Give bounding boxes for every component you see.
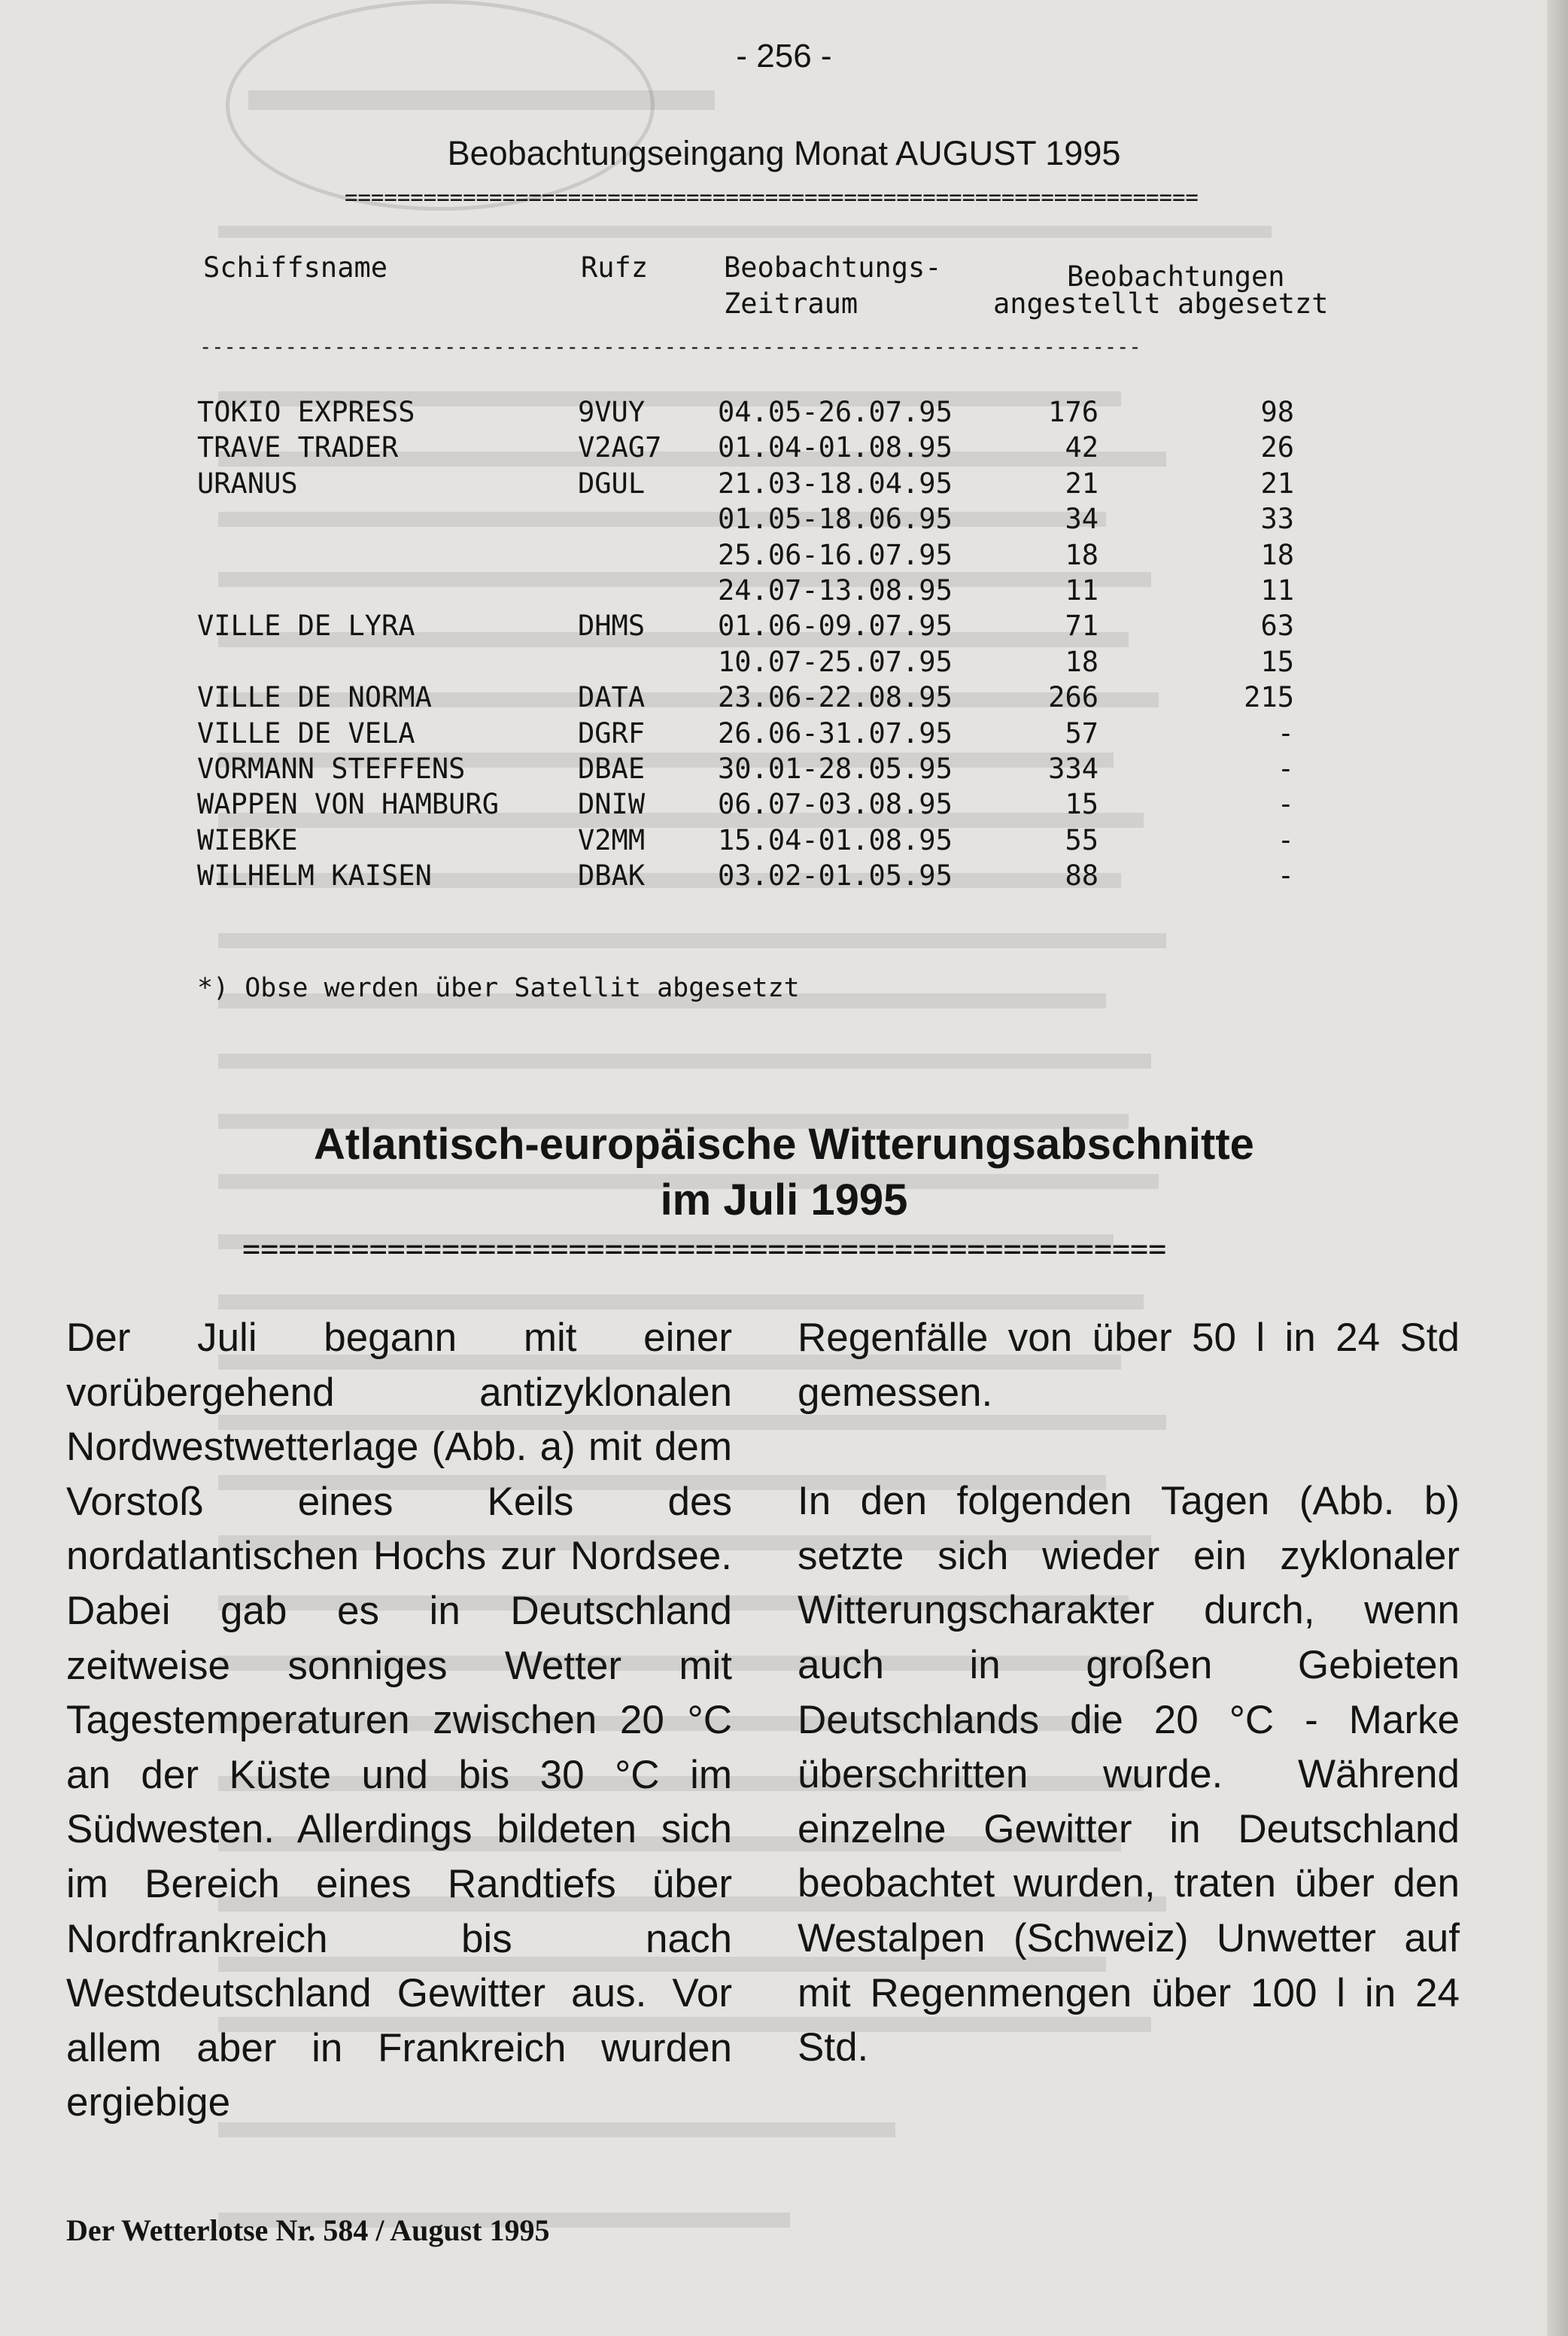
page-number: - 256 - [736, 38, 832, 75]
ship-name: WIEBKE [197, 823, 298, 856]
observations-sent: - [1277, 823, 1294, 856]
table-row [0, 680, 1568, 715]
call-sign: DGRF [578, 716, 646, 750]
article-right-column [798, 1311, 1460, 2076]
article-title-double-rule: =================================================== [242, 1234, 1167, 1264]
observations-sent: - [1277, 788, 1294, 821]
ship-name: TRAVE TRADER [197, 431, 399, 464]
table-row [0, 608, 1568, 643]
observations-made: 15 [1065, 788, 1099, 821]
observations-made: 176 [1048, 396, 1099, 428]
table-row [0, 858, 1568, 893]
call-sign: DBAK [578, 859, 646, 893]
call-sign: DGUL [578, 467, 646, 500]
observations-made: 57 [1065, 716, 1099, 750]
observation-period: 01.05-18.06.95 [718, 503, 953, 536]
article-title-line2: im Juli 1995 [660, 1176, 908, 1224]
observation-period: 23.06-22.08.95 [718, 681, 953, 714]
table-row [0, 466, 1568, 501]
ship-name: VORMANN STEFFENS [197, 752, 466, 785]
observations-sent: 21 [1260, 467, 1294, 500]
observations-sent: 98 [1260, 396, 1294, 428]
observations-made: 34 [1065, 503, 1099, 536]
observation-period: 04.05-26.07.95 [718, 396, 953, 428]
observation-period: 15.04-01.08.95 [718, 823, 953, 856]
observations-made: 18 [1065, 645, 1099, 678]
observations-made: 42 [1065, 431, 1099, 464]
header-zeitraum-line2: Zeitraum [724, 287, 858, 320]
observations-sent: 15 [1260, 645, 1294, 678]
table-row [0, 394, 1568, 430]
observation-period: 03.02-01.05.95 [718, 859, 953, 893]
observations-sent: 33 [1260, 503, 1294, 536]
article-paragraph: Der Juli begann mit einer vorübergehend antizyklonalen Nordwestwetterlage (Abb. a) mit dem Vorstoß eines Keils des nordatlantischen Hochs zur Nordsee. Dabei gab es in Deutschland zeitweise sonniges Wetter mit Tagestemperaturen zwischen 20 °C an der Küste und bis 30 °C im Südwesten. Allerdings bildeten sich im Bereich eines Randtiefs über Nordfrankreich bis nach Westdeutschland Gewitter aus. Vor allem aber in Frankreich wurden ergiebige [66, 1316, 732, 2125]
observations-sent: 18 [1260, 538, 1294, 571]
header-zeitraum-line1: Beobachtungs- [724, 251, 942, 284]
ship-name: TOKIO EXPRESS [197, 396, 415, 428]
header-angestellt-abgesetzt: angestellt abgesetzt [993, 287, 1329, 320]
article-left-column [66, 1311, 732, 2131]
article-title [0, 1117, 1568, 1228]
ship-name: VILLE DE NORMA [197, 681, 432, 714]
article-paragraph: In den folgenden Tagen (Abb. b) setzte sich wieder ein zyklonaler Witterungscharakter durch, wenn auch in großen Gebieten Deutschlands die 20 °C - Marke überschritten wurde. Während einzelne Gewitter in Deutschland beobachtet wurden, traten über den Westalpen (Schweiz) Unwetter auf mit Regenmengen über 100 l in 24 Std. [798, 1479, 1460, 2070]
observations-sent: - [1277, 859, 1294, 893]
observation-period: 01.06-09.07.95 [718, 610, 953, 643]
ship-table-body [0, 394, 1568, 893]
bleed-through-library-stamp [226, 0, 655, 211]
observation-period: 01.04-01.08.95 [718, 431, 953, 464]
table-row [0, 716, 1568, 751]
observation-period: 26.06-31.07.95 [718, 716, 953, 750]
observations-made: 334 [1048, 752, 1099, 785]
call-sign: DATA [578, 681, 646, 714]
observations-made: 88 [1065, 859, 1099, 893]
article-title-line1: Atlantisch-europäische Witterungsabschnitte [314, 1120, 1254, 1169]
table-row [0, 751, 1568, 786]
observations-made: 21 [1065, 467, 1099, 500]
ghost-line [218, 1294, 1144, 1309]
observations-sent: 63 [1260, 610, 1294, 643]
table-row [0, 501, 1568, 537]
header-beobachtungen: Beobachtungen [1067, 260, 1285, 293]
call-sign: V2MM [578, 823, 646, 856]
observation-period: 30.01-28.05.95 [718, 752, 953, 785]
ship-name: WILHELM KAISEN [197, 859, 432, 893]
article-paragraph: Regenfälle von über 50 l in 24 Std gemessen. [798, 1316, 1460, 1415]
observations-sent: - [1277, 716, 1294, 750]
ship-name: URANUS [197, 467, 298, 500]
observation-period: 25.06-16.07.95 [718, 538, 953, 571]
observations-sent: 215 [1244, 681, 1294, 714]
table-title: Beobachtungseingang Monat AUGUST 1995 [447, 134, 1121, 172]
table-row [0, 644, 1568, 680]
table-row [0, 573, 1568, 608]
observation-period: 06.07-03.08.95 [718, 788, 953, 821]
observations-made: 55 [1065, 823, 1099, 856]
observation-period: 24.07-13.08.95 [718, 573, 953, 607]
ghost-line [218, 1054, 1151, 1069]
ship-name: VILLE DE LYRA [197, 610, 415, 643]
table-row [0, 786, 1568, 822]
call-sign: DHMS [578, 610, 646, 643]
table-footnote: *) Obse werden über Satellit abgesetzt [197, 973, 800, 1003]
ghost-line [218, 226, 1272, 238]
table-title-double-rule: ================================================================= [345, 187, 1199, 208]
call-sign: 9VUY [578, 396, 646, 428]
page-footer: Der Wetterlotse Nr. 584 / August 1995 [66, 2213, 550, 2247]
call-sign: DBAE [578, 752, 646, 785]
observations-made: 11 [1065, 573, 1099, 607]
table-row [0, 430, 1568, 465]
table-row [0, 537, 1568, 573]
observation-period: 21.03-18.04.95 [718, 467, 953, 500]
observations-sent: - [1277, 752, 1294, 785]
observation-period: 10.07-25.07.95 [718, 645, 953, 678]
observations-made: 266 [1048, 681, 1099, 714]
observations-made: 71 [1065, 610, 1099, 643]
header-rufz: Rufz [581, 251, 649, 284]
ship-name: WAPPEN VON HAMBURG [197, 788, 499, 821]
call-sign: V2AG7 [578, 431, 662, 464]
ship-name: VILLE DE VELA [197, 716, 415, 750]
table-row [0, 823, 1568, 858]
header-schiffsname: Schiffsname [203, 251, 388, 284]
ghost-line [248, 90, 715, 110]
observations-made: 18 [1065, 538, 1099, 571]
table-header-rule: ----------------------------------------------------------------------------- [199, 337, 1141, 357]
observations-sent: 11 [1260, 573, 1294, 607]
observations-sent: 26 [1260, 431, 1294, 464]
call-sign: DNIW [578, 788, 646, 821]
ghost-line [218, 933, 1166, 948]
